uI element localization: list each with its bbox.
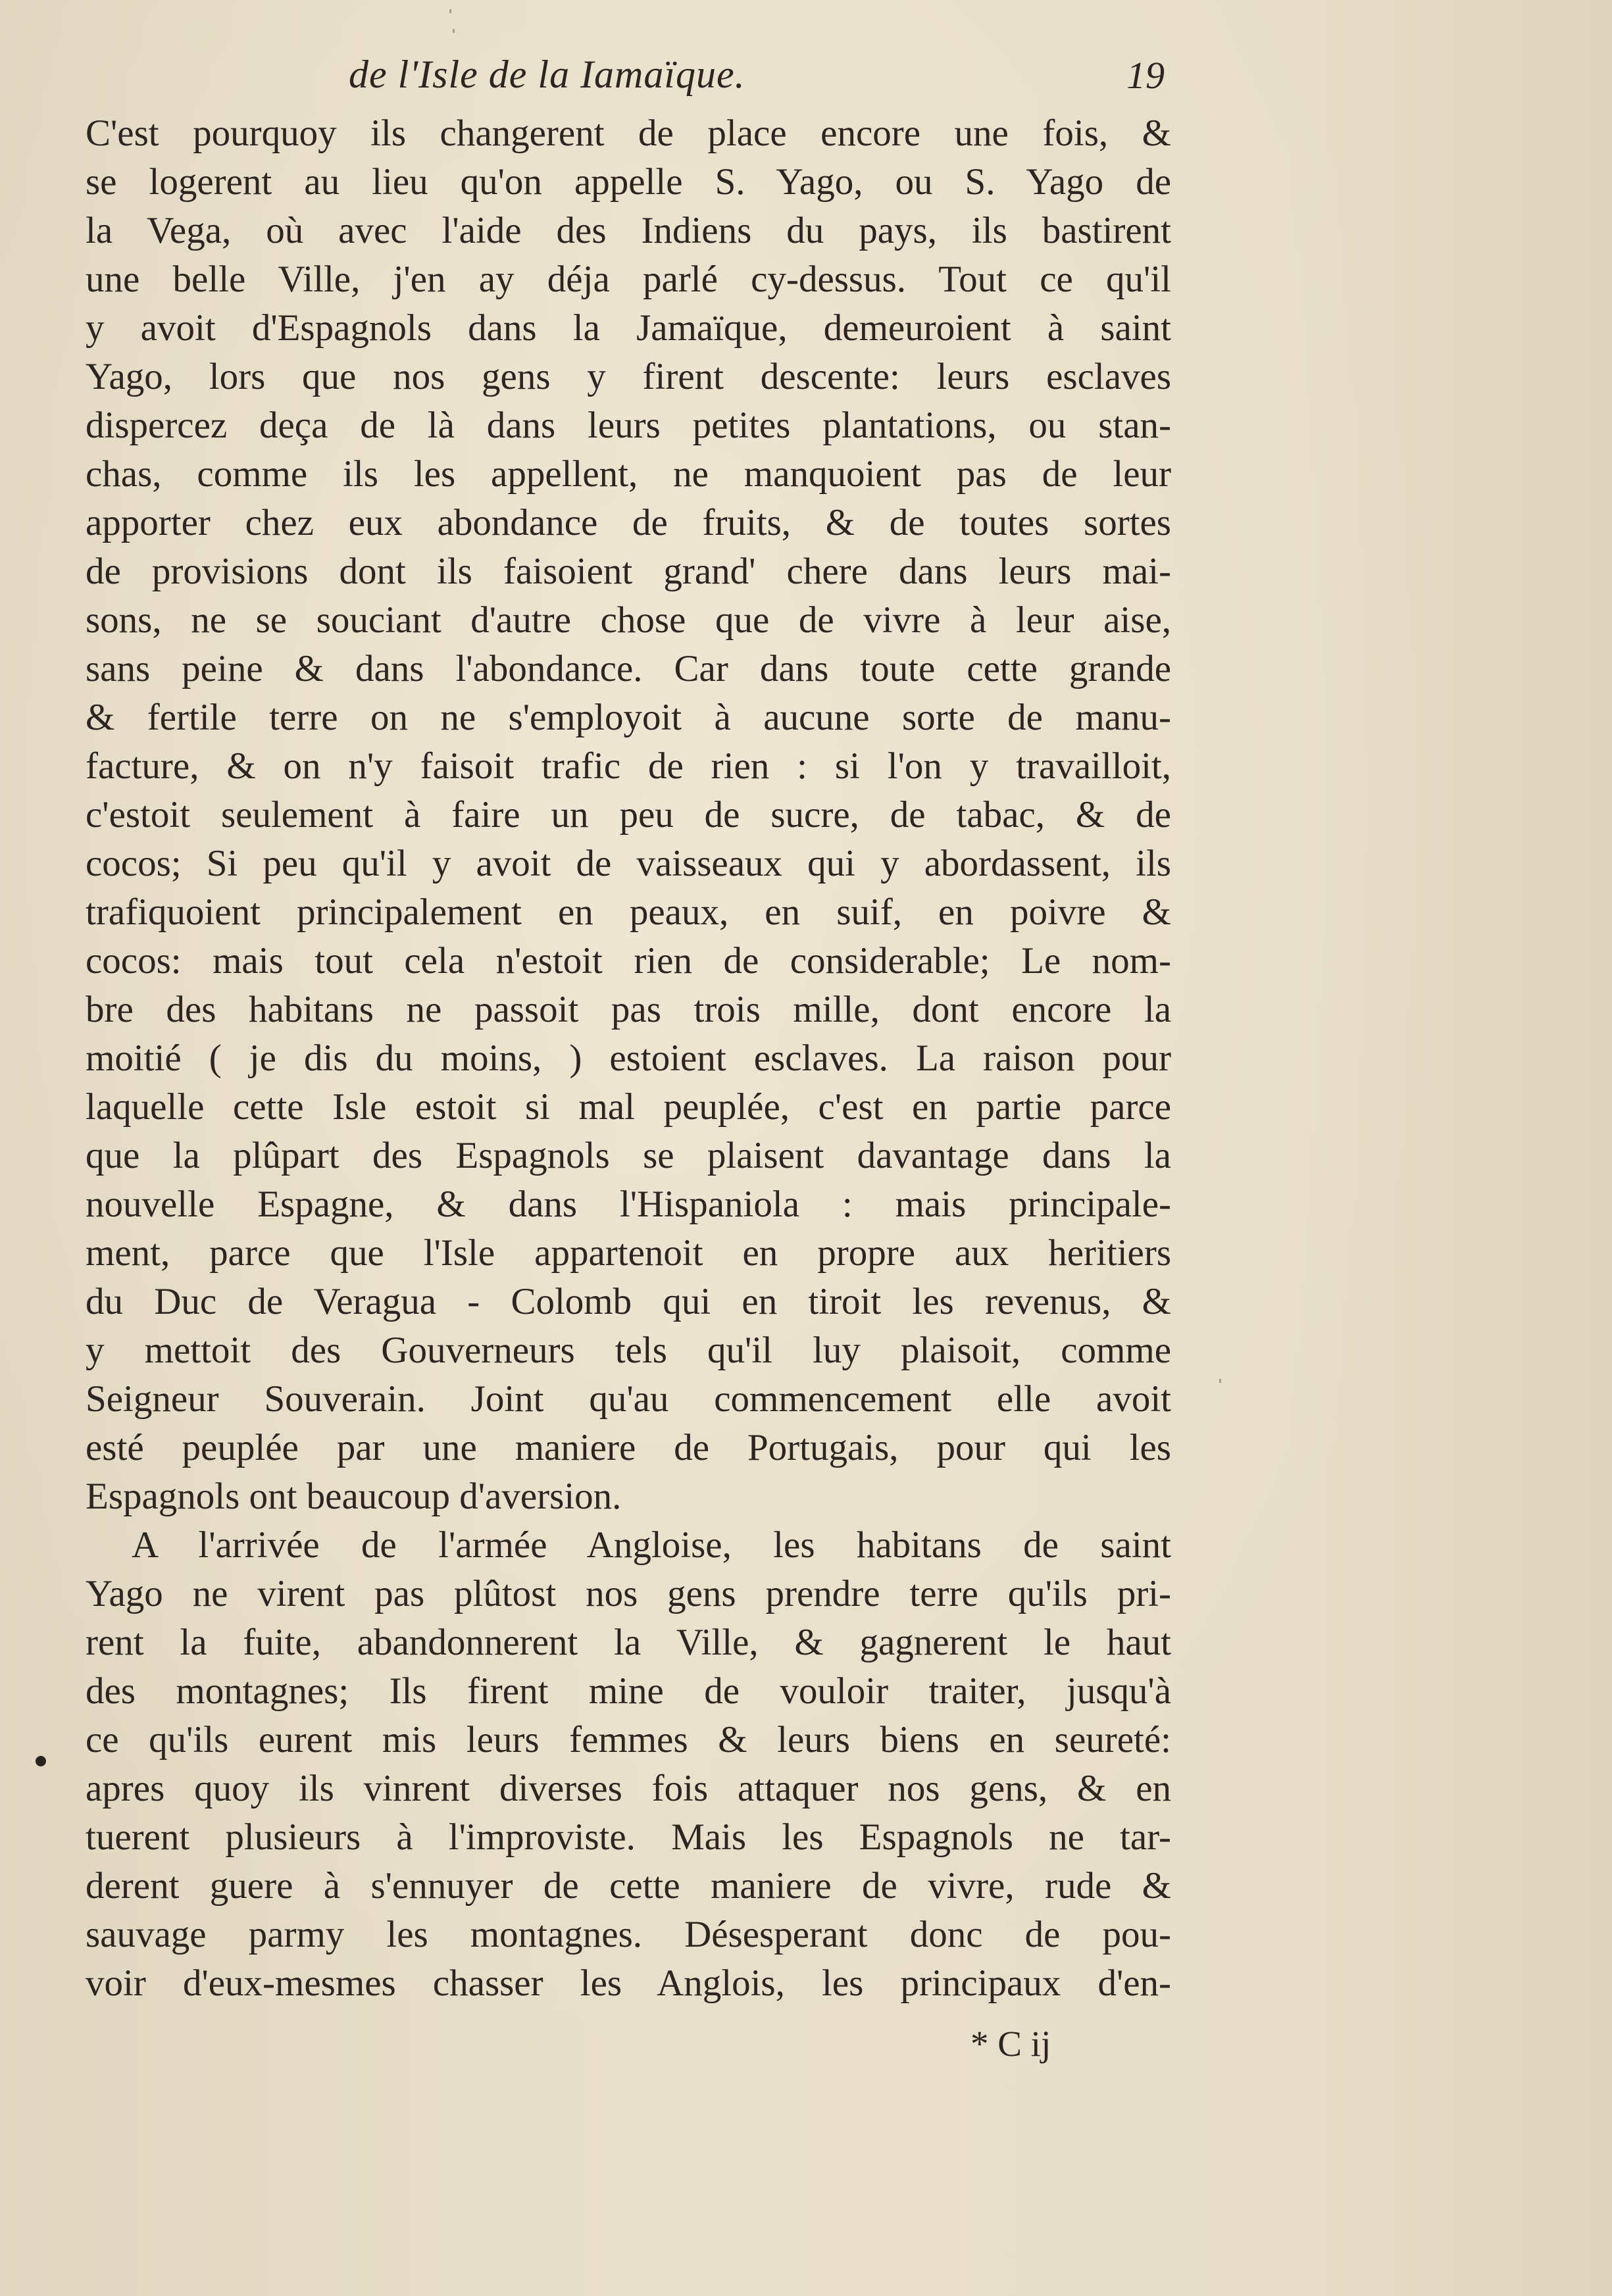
paper-speck [453, 29, 455, 33]
text-line: chas, comme ils les appellent, ne manquoient pas de leur [86, 453, 1171, 495]
text-line: C'est pourquoy ils changerent de place encore une fois, & [86, 112, 1171, 154]
text-line: y avoit d'Espagnols dans la Jamaïque, demeuroient à saint [86, 307, 1171, 349]
page-number: 19 [1126, 54, 1165, 97]
text-line: sauvage parmy les montagnes. Désesperant donc de pou- [86, 1914, 1171, 1955]
text-line: apres quoy ils vinrent diverses fois attaquer nos gens, & en [86, 1768, 1171, 1809]
text-line: dispercez deça de là dans leurs petites plantations, ou stan- [86, 405, 1171, 446]
text-line: rent la fuite, abandonnerent la Ville, & gagnerent le haut [86, 1622, 1171, 1663]
text-line: Seigneur Souverain. Joint qu'au commencement elle avoit [86, 1378, 1171, 1420]
text-line: apporter chez eux abondance de fruits, & de toutes sortes [86, 502, 1171, 543]
text-line: cocos; Si peu qu'il y avoit de vaisseaux qui y abordassent, ils [86, 843, 1171, 884]
text-line: trafiquoient principalement en peaux, en suif, en poivre & [86, 891, 1171, 933]
text-line: ment, parce que l'Isle appartenoit en propre aux heritiers [86, 1232, 1171, 1274]
paper-speck [449, 9, 451, 13]
text-line: tuerent plusieurs à l'improviste. Mais les Espagnols ne tar- [86, 1816, 1171, 1858]
text-line: la Vega, où avec l'aide des Indiens du pays, ils bastirent [86, 210, 1171, 251]
text-line: de provisions dont ils faisoient grand' chere dans leurs mai- [86, 551, 1171, 592]
text-line: c'estoit seulement à faire un peu de sucre, de tabac, & de [86, 794, 1171, 836]
text-line: sons, ne se souciant d'autre chose que de vivre à leur aise, [86, 599, 1171, 641]
text-line: sans peine & dans l'abondance. Car dans toute cette grande [86, 648, 1171, 689]
text-line: voir d'eux-mesmes chasser les Anglois, les principaux d'en- [86, 1962, 1171, 2004]
paper-speck [1219, 1379, 1221, 1383]
text-line: Espagnols ont beaucoup d'aversion. [86, 1476, 622, 1517]
text-line: une belle Ville, j'en ay déja parlé cy-dessus. Tout ce qu'il [86, 259, 1171, 300]
running-title: de l'Isle de la Iamaïque. [349, 53, 745, 96]
text-line: ce qu'ils eurent mis leurs femmes & leurs biens en seureté: [86, 1719, 1171, 1760]
text-line: esté peuplée par une maniere de Portugais, pour qui les [86, 1427, 1171, 1468]
signature-mark: * C ij [970, 2024, 1051, 2064]
text-line: cocos: mais tout cela n'estoit rien de considerable; Le nom- [86, 940, 1171, 982]
text-line: laquelle cette Isle estoit si mal peuplée, c'est en partie parce [86, 1086, 1171, 1128]
text-line: & fertile terre on ne s'employoit à aucune sorte de manu- [86, 697, 1171, 738]
text-line: des montagnes; Ils firent mine de vouloir traiter, jusqu'à [86, 1670, 1171, 1712]
paragraph-start-line: A l'arrivée de l'armée Angloise, les habitans de saint [132, 1524, 1171, 1566]
text-line: que la plûpart des Espagnols se plaisent davantage dans la [86, 1135, 1171, 1176]
text-line: se logerent au lieu qu'on appelle S. Yago, ou S. Yago de [86, 161, 1171, 203]
text-line: Yago ne virent pas plûtost nos gens prendre terre qu'ils pri- [86, 1573, 1171, 1614]
text-line: bre des habitans ne passoit pas trois mille, dont encore la [86, 989, 1171, 1030]
text-line: y mettoit des Gouverneurs tels qu'il luy plaisoit, comme [86, 1330, 1171, 1371]
text-line: facture, & on n'y faisoit trafic de rien : si l'on y travailloit, [86, 745, 1171, 787]
text-line: Yago, lors que nos gens y firent descente: leurs esclaves [86, 356, 1171, 397]
text-line: nouvelle Espagne, & dans l'Hispaniola : mais principale- [86, 1184, 1171, 1225]
ink-blot [36, 1756, 46, 1766]
text-line: moitié ( je dis du moins, ) estoient esclaves. La raison pour [86, 1037, 1171, 1079]
text-line: derent guere à s'ennuyer de cette maniere de vivre, rude & [86, 1865, 1171, 1907]
text-line: du Duc de Veragua - Colomb qui en tiroit les revenus, & [86, 1281, 1171, 1322]
